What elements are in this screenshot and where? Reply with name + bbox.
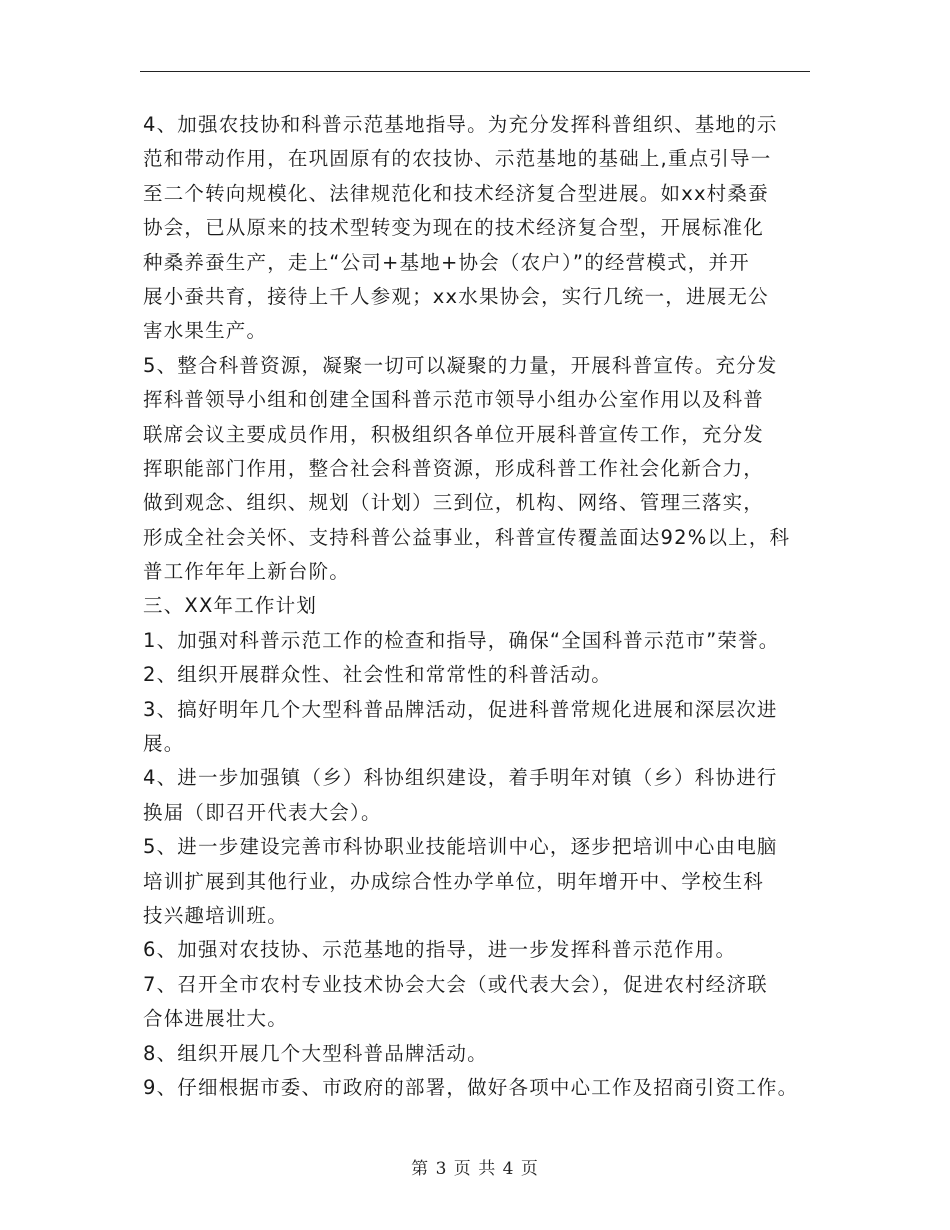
text-line: 至二个转向规模化、法律规范化和技术经济复合型进展。如xx村桑蚕: [143, 181, 769, 205]
page-number: 第 3 页 共 4 页: [411, 1159, 539, 1179]
text-line: 形成全社会关怀、支持科普公益事业，科普宣传覆盖面达92%以上，科: [143, 525, 791, 549]
text-line: 9、仔细根据市委、市政府的部署，做好各项中心工作及招商引资工作。: [143, 1075, 799, 1099]
text-line: 协会，已从原来的技术型转变为现在的技术经济复合型，开展标准化: [143, 216, 765, 240]
text-line: 技兴趣培训班。: [143, 903, 288, 927]
text-line: 范和带动作用，在巩固原有的农技协、示范基地的基础上,重点引导一: [143, 147, 772, 171]
document-body: [143, 108, 833, 1105]
text-line: 联席会议主要成员作用，积极组织各单位开展科普宣传工作，充分发: [143, 422, 765, 446]
text-line: 展。: [143, 732, 185, 756]
text-line: 害水果生产。: [143, 319, 268, 343]
text-line: 5、整合科普资源，凝聚一切可以凝聚的力量，开展科普宣传。充分发: [143, 353, 778, 377]
text-line: 5、进一步建设完善市科协职业技能培训中心，逐步把培训中心由电脑: [143, 835, 778, 859]
text-line: 展小蚕共育，接待上千人参观；xx水果协会，实行几统一，进展无公: [143, 284, 769, 308]
text-line: 挥职能部门作用，整合社会科普资源，形成科普工作社会化新合力，: [143, 456, 765, 480]
text-line: 培训扩展到其他行业，办成综合性办学单位，明年增开中、学校生科: [143, 869, 765, 893]
text-line: 2、组织开展群众性、社会性和常常性的科普活动。: [143, 663, 613, 687]
text-line: 6、加强对农技协、示范基地的指导，进一步发挥科普示范作用。: [143, 938, 737, 962]
text-line: 种桑养蚕生产，走上“公司+基地+协会（农户）”的经营模式，并开: [143, 250, 750, 274]
text-line: 普工作年年上新台阶。: [143, 560, 351, 584]
text-line: 1、加强对科普示范工作的检查和指导，确保“全国科普示范市”荣誉。: [143, 628, 780, 652]
text-line: 4、加强农技协和科普示范基地指导。为充分发挥科普组织、基地的示: [143, 113, 778, 136]
text-line: 挥科普领导小组和创建全国科普示范市领导小组办公室作用以及科普: [143, 388, 765, 412]
text-line: 8、组织开展几个大型科普品牌活动。: [143, 1041, 488, 1065]
section-heading: 三、XX年工作计划: [143, 594, 318, 618]
header-rule: [140, 71, 810, 72]
text-line: 4、进一步加强镇（乡）科协组织建设，着手明年对镇（乡）科协进行: [143, 766, 778, 790]
text-line: 做到观念、组织、规划（计划）三到位，机构、网络、管理三落实，: [143, 491, 765, 515]
text-line: 换届（即召开代表大会）。: [143, 800, 382, 824]
text-line: 合体进展壮大。: [143, 1007, 288, 1031]
text-line: 7、召开全市农村专业技术协会大会（或代表大会），促进农村经济联: [143, 972, 768, 996]
text-line: 3、搞好明年几个大型科普品牌活动，促进科普常规化进展和深层次进: [143, 697, 778, 721]
